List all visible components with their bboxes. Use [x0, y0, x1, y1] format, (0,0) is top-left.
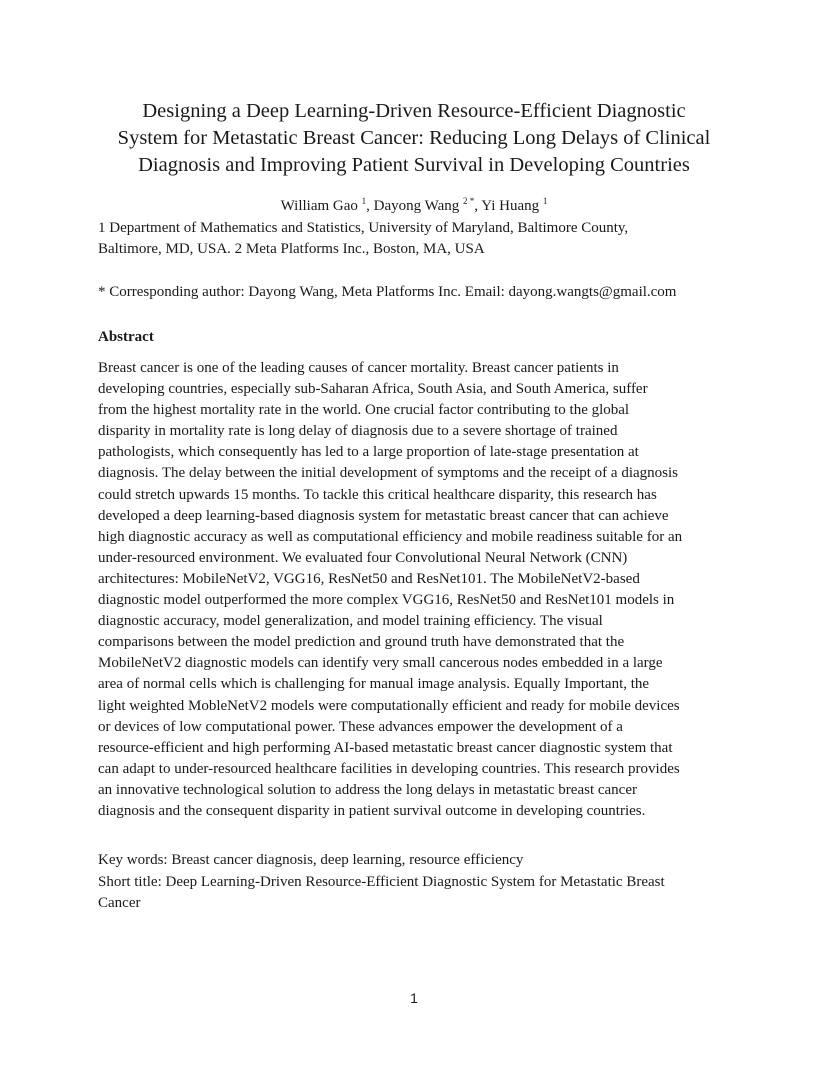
author-name: Yi Huang [481, 198, 543, 214]
affiliations [98, 218, 738, 260]
author-affiliation-mark: 1 [361, 196, 367, 206]
author-separator: , [366, 198, 374, 214]
abstract-line: resource-efficient and high performing AI-based metastatic breast cancer diagnostic system that [98, 739, 673, 756]
abstract-body [98, 358, 738, 822]
abstract-line: developing countries, especially sub-Saharan Africa, South Asia, and South America, suffer [98, 381, 648, 398]
short-title-line: Cancer [98, 895, 141, 911]
abstract-line: or devices of low computational power. These advances empower the development of a [98, 718, 623, 735]
abstract-heading: Abstract [98, 329, 154, 345]
abstract-line: diagnosis. The delay between the initial development of symptoms and the receipt of a diagnosis [98, 465, 678, 482]
author-name: Dayong Wang [373, 198, 463, 214]
abstract-line: an innovative technological solution to address the long delays in metastatic breast cancer [98, 781, 637, 798]
abstract-line: developed a deep learning-based diagnosis system for metastatic breast cancer that can achieve [98, 507, 669, 524]
author-list [0, 196, 828, 216]
title-line: Designing a Deep Learning-Driven Resource-Efficient Diagnostic [142, 100, 686, 122]
abstract-line: comparisons between the model prediction and ground truth have demonstrated that the [98, 634, 625, 651]
author-affiliation-mark: 1 [542, 196, 548, 206]
page-number: 1 [410, 990, 418, 1006]
abstract-line: architectures: MobileNetV2, VGG16, ResNet50 and ResNet101. The MobileNetV2-based [98, 570, 640, 587]
abstract-line: MobileNetV2 diagnostic models can identify very small cancerous nodes embedded in a large [98, 655, 663, 672]
abstract-line: diagnosis and the consequent disparity in patient survival outcome in developing countries. [98, 802, 646, 819]
abstract-line: Breast cancer is one of the leading causes of cancer mortality. Breast cancer patients in [98, 360, 619, 376]
abstract-line: diagnostic model outperformed the more complex VGG16, ResNet50 and ResNet101 models in [98, 592, 675, 609]
corresponding-author: * Corresponding author: Dayong Wang, Meta Platforms Inc. Email: dayong.wangts@gmail.com [98, 284, 677, 300]
abstract-line: under-resourced environment. We evaluated four Convolutional Neural Network (CNN) [98, 549, 628, 566]
title-line: System for Metastatic Breast Cancer: Reducing Long Delays of Clinical [117, 127, 711, 149]
paper-title [60, 98, 768, 179]
abstract-line: diagnostic accuracy, model generalization, and model training efficiency. The visual [98, 613, 603, 630]
keywords-block [98, 850, 738, 915]
title-line: Diagnosis and Improving Patient Survival in Developing Countries [138, 154, 690, 176]
abstract-line: could stretch upwards 15 months. To tackle this critical healthcare disparity, this research has [98, 486, 657, 503]
affiliation-line: 1 Department of Mathematics and Statistics, University of Maryland, Baltimore County, [98, 220, 629, 236]
abstract-line: light weighted MobleNetV2 models were computationally efficient and ready for mobile devices [98, 697, 680, 714]
abstract-line: area of normal cells which is challenging for manual image analysis. Equally Important, the [98, 676, 650, 693]
keywords-line: Key words: Breast cancer diagnosis, deep learning, resource efficiency [98, 852, 524, 868]
author-name: William Gao [280, 198, 362, 214]
abstract-line: from the highest mortality rate in the world. One crucial factor contributing to the global [98, 402, 630, 419]
abstract-line: pathologists, which consequently has led to a large proportion of late-stage presentation at [98, 444, 639, 461]
abstract-line: high diagnostic accuracy as well as computational efficiency and mobile readiness suitable for an [98, 528, 683, 545]
abstract-line: disparity in mortality rate is long delay of diagnosis due to a severe shortage of trained [98, 423, 618, 440]
author-affiliation-mark: 2 * [463, 196, 475, 206]
author-separator: , [474, 198, 482, 214]
affiliation-line: Baltimore, MD, USA. 2 Meta Platforms Inc., Boston, MA, USA [98, 241, 485, 257]
short-title-line: Short title: Deep Learning-Driven Resource-Efficient Diagnostic System for Metastatic Breast [98, 873, 665, 890]
abstract-line: can adapt to under-resourced healthcare facilities in developing countries. This research provides [98, 760, 680, 777]
